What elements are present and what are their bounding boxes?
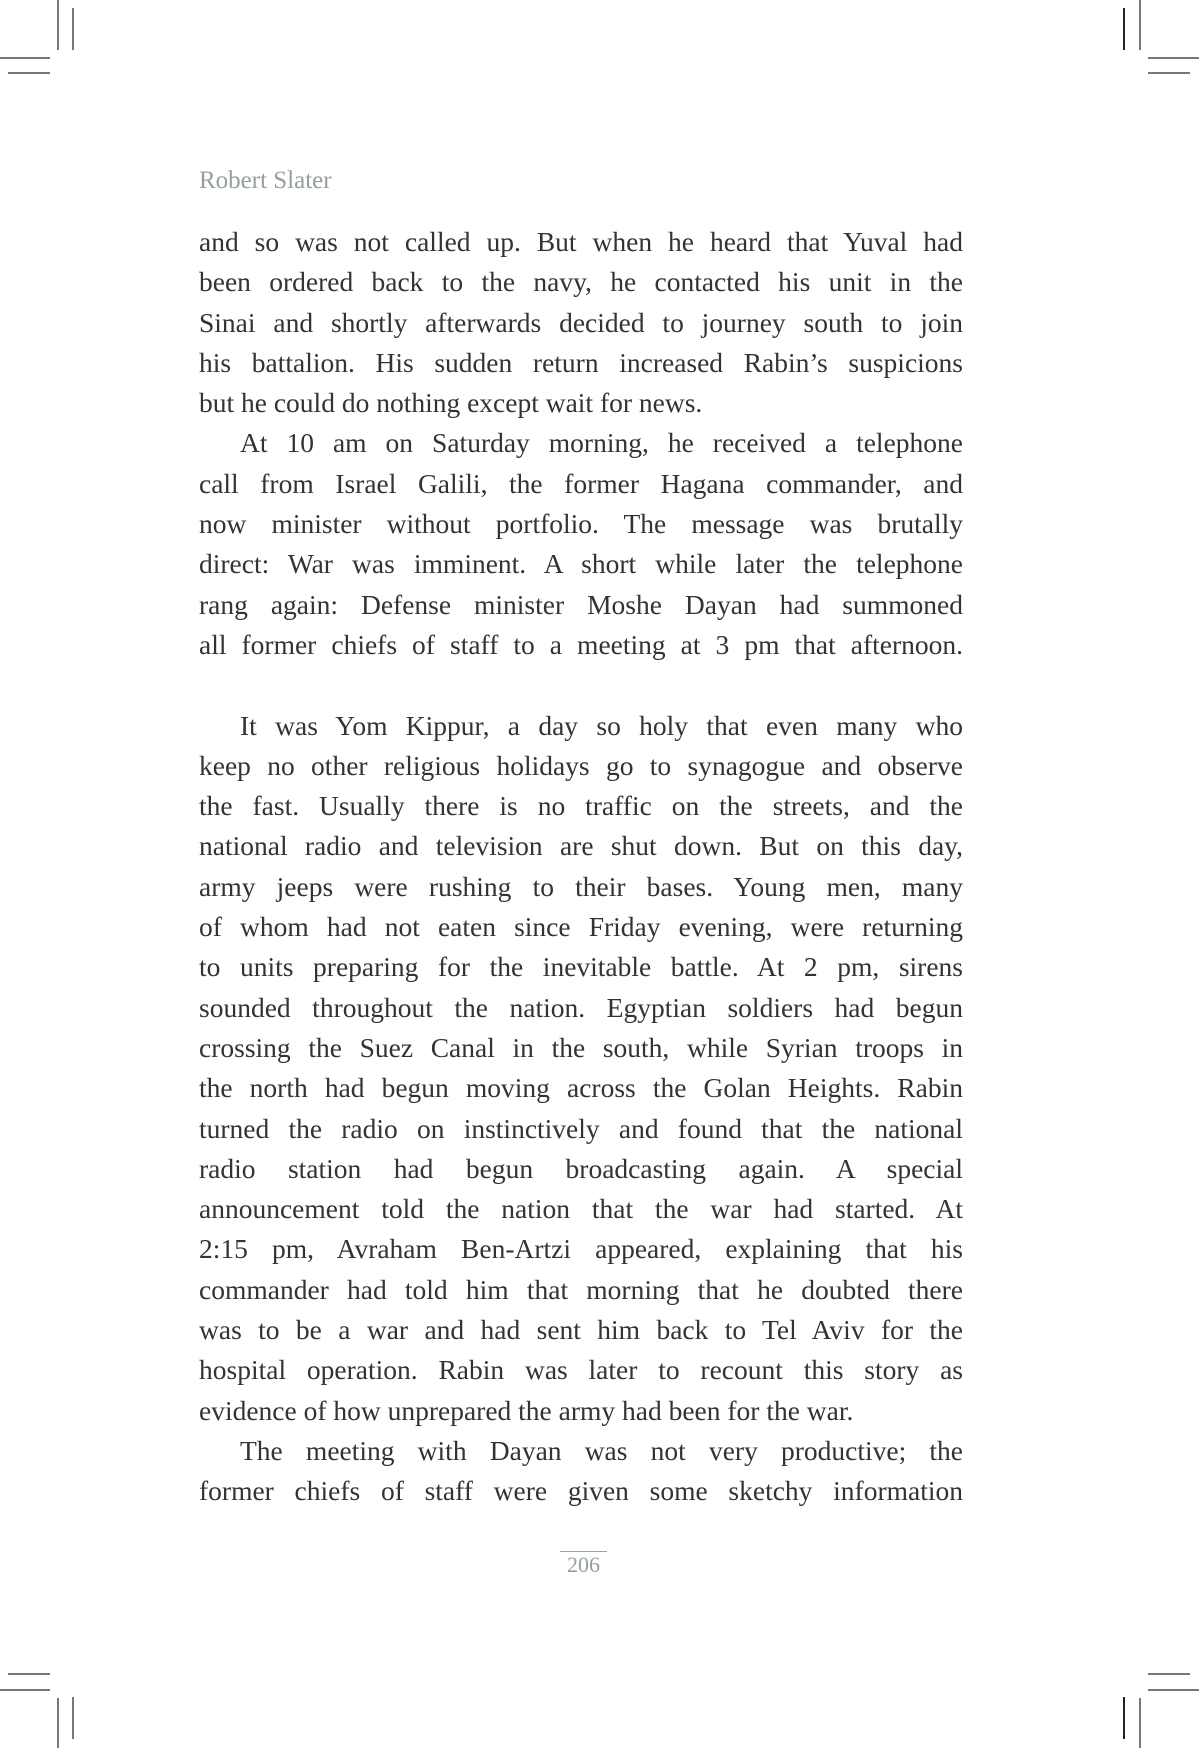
- body-text: [199, 222, 963, 1512]
- crop-mark-bottom-left-vertical-inner: [72, 1697, 74, 1739]
- crop-mark-top-left-vertical-inner: [72, 8, 74, 50]
- text-line: evidence of how unprepared the army had been for the war.: [199, 1394, 854, 1426]
- text-line: but he could do nothing except wait for news.: [199, 387, 703, 419]
- crop-mark-bottom-left-vertical-outer: [57, 1698, 59, 1748]
- text-line: Sinai and shortly afterwards decided to journey south to join: [199, 306, 963, 338]
- crop-mark-top-left-vertical-outer: [57, 0, 59, 50]
- text-line: national radio and television are shut down. But on this day,: [199, 830, 963, 862]
- text-line: been ordered back to the navy, he contacted his unit in the: [199, 266, 963, 298]
- text-line: commander had told him that morning that he doubted there: [199, 1273, 963, 1305]
- text-line: now minister without portfolio. The message was brutally: [199, 508, 963, 540]
- paragraph-1: [199, 222, 963, 423]
- page-number: 206: [560, 1551, 607, 1577]
- crop-mark-bottom-left-horizontal-inner: [8, 1673, 50, 1675]
- crop-mark-top-right-vertical-inner: [1123, 8, 1125, 50]
- text-line: keep no other religious holidays go to synagogue and observe: [199, 749, 963, 781]
- crop-mark-bottom-left-horizontal-outer: [0, 1689, 50, 1691]
- crop-mark-top-right-horizontal-inner: [1148, 72, 1190, 74]
- paragraph-4: [199, 1431, 963, 1512]
- text-line: was to be a war and had sent him back to Tel Aviv for the: [199, 1314, 963, 1346]
- crop-mark-top-right-vertical-outer: [1139, 0, 1141, 50]
- paragraph-3: [199, 706, 963, 1431]
- text-line: rang again: Defense minister Moshe Dayan had summoned: [199, 588, 963, 620]
- text-line: army jeeps were rushing to their bases. Young men, many: [199, 870, 963, 902]
- text-line: sounded throughout the nation. Egyptian soldiers had begun: [199, 991, 963, 1023]
- text-line: his battalion. His sudden return increased Rabin’s suspicions: [199, 346, 963, 378]
- text-line: announcement told the nation that the war had started. At: [199, 1193, 963, 1225]
- paragraph-2: [199, 423, 963, 665]
- text-line: to units preparing for the inevitable battle. At 2 pm, sirens: [199, 951, 963, 983]
- text-line: It was Yom Kippur, a day so holy that even many who: [240, 709, 963, 741]
- text-line: call from Israel Galili, the former Hagana commander, and: [199, 467, 963, 499]
- text-line: The meeting with Dayan was not very productive; the: [240, 1434, 963, 1466]
- text-line: former chiefs of staff were given some sketchy information: [199, 1475, 963, 1507]
- crop-mark-top-left-horizontal-inner: [8, 72, 50, 74]
- text-line: all former chiefs of staff to a meeting at 3 pm that afternoon.: [199, 628, 963, 660]
- text-line: turned the radio on instinctively and found that the national: [199, 1112, 963, 1144]
- crop-mark-top-left-horizontal-outer: [0, 57, 50, 59]
- text-line: of whom had not eaten since Friday evening, were returning: [199, 911, 963, 943]
- section-break: [199, 665, 963, 705]
- crop-mark-top-right-horizontal-outer: [1148, 57, 1199, 59]
- text-line: crossing the Suez Canal in the south, while Syrian troops in: [199, 1031, 963, 1063]
- text-line: radio station had begun broadcasting again. A special: [199, 1152, 963, 1184]
- text-line: and so was not called up. But when he heard that Yuval had: [199, 226, 963, 257]
- crop-mark-bottom-right-horizontal-outer: [1148, 1689, 1199, 1691]
- running-head-author: Robert Slater: [199, 167, 332, 194]
- text-line: 2:15 pm, Avraham Ben-Artzi appeared, explaining that his: [199, 1233, 963, 1265]
- text-line: the fast. Usually there is no traffic on the streets, and the: [199, 790, 963, 822]
- text-line: the north had begun moving across the Golan Heights. Rabin: [199, 1072, 963, 1104]
- text-line: hospital operation. Rabin was later to recount this story as: [199, 1354, 963, 1386]
- text-line: At 10 am on Saturday morning, he received a telephone: [240, 427, 963, 459]
- crop-mark-bottom-right-vertical-inner: [1123, 1697, 1125, 1739]
- crop-mark-bottom-right-vertical-outer: [1139, 1698, 1141, 1748]
- text-line: direct: War was imminent. A short while later the telephone: [199, 548, 963, 580]
- crop-mark-bottom-right-horizontal-inner: [1148, 1673, 1190, 1675]
